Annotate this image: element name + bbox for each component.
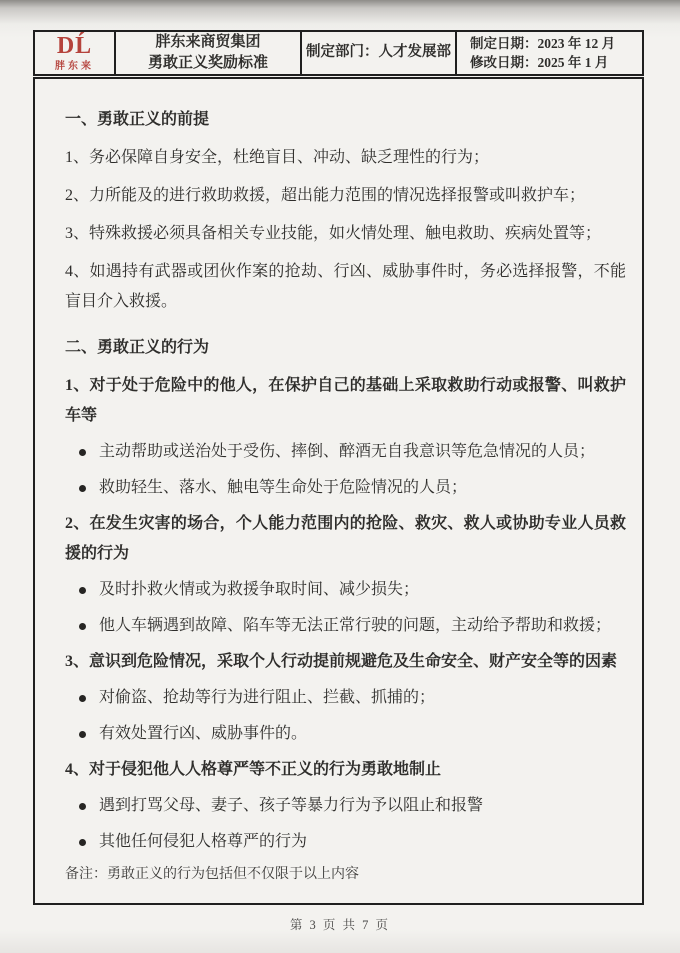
document-body <box>33 77 644 905</box>
doc-org: 胖东来商贸集团 <box>155 34 261 50</box>
logo-cell <box>35 32 114 74</box>
bullet-icon <box>79 449 86 456</box>
bullet-icon <box>79 695 86 702</box>
bullet-item <box>65 719 626 749</box>
bullet-icon <box>79 623 86 630</box>
clause-bold: 3、意识到危险情况，采取个人行动提前规避危及生命安全、财产安全等的因素 <box>65 653 618 670</box>
bullet-item <box>65 791 626 821</box>
clause: 1、务必保障自身安全，杜绝盲目、冲动、缺乏理性的行为； <box>65 149 490 166</box>
date-created: 制定日期：2023 年 12 月 <box>470 36 616 51</box>
clause-bold: 2、在发生灾害的场合，个人能力范围内的抢险、救灾、救人或协助专业人员救援的行为 <box>65 515 626 562</box>
remark-note: 备注：勇敢正义的行为包括但不仅限于以上内容 <box>65 867 359 882</box>
bullet-text: 其他任何侵犯人格尊严的行为 <box>99 833 308 850</box>
bullet-text: 有效处置行凶、威胁事件的。 <box>99 725 308 742</box>
bullet-text: 及时扑救火情或为救援争取时间、减少损失； <box>99 581 420 598</box>
date-modified: 修改日期：2025 年 1 月 <box>470 55 609 70</box>
brand-logo-icon: DĹ <box>56 33 93 60</box>
document-header-table <box>33 30 644 76</box>
brand-name: 胖东来 <box>55 61 94 73</box>
department-cell <box>300 32 455 74</box>
bullet-item <box>65 683 626 713</box>
clause-bold: 4、对于侵犯他人人格尊严等不正义的行为勇敢地制止 <box>65 761 442 778</box>
bullet-text: 主动帮助或送治处于受伤、摔倒、醉酒无自我意识等危急情况的人员； <box>99 443 596 460</box>
clause: 3、特殊救援必须具备相关专业技能，如火情处理、触电救助、疾病处置等； <box>65 225 602 242</box>
dates-cell <box>455 32 642 74</box>
bullet-text: 他人车辆遇到故障、陷车等无法正常行驶的问题，主动给予帮助和救援； <box>99 617 612 634</box>
clause: 2、力所能及的进行救助救援，超出能力范围的情况选择报警或叫救护车； <box>65 187 586 204</box>
clause: 4、如遇持有武器或团伙作案的抢劫、行凶、威胁事件时，务必选择报警，不能盲目介入救援。 <box>65 263 626 310</box>
bullet-icon <box>79 731 86 738</box>
clause-bold: 1、对于处于危险中的他人，在保护自己的基础上采取救助行动或报警、叫救护车等 <box>65 377 626 424</box>
bullet-item <box>65 611 626 641</box>
bullet-item <box>65 575 626 605</box>
bullet-icon <box>79 485 86 492</box>
bullet-text: 遇到打骂父母、妻子、孩子等暴力行为予以阻止和报警 <box>99 797 484 814</box>
section-heading: 二、勇敢正义的行为 <box>65 339 210 356</box>
department-label: 制定部门：人才发展部 <box>306 44 451 61</box>
bullet-icon <box>79 839 86 846</box>
bullet-item <box>65 437 626 467</box>
doc-title-cell <box>114 32 300 74</box>
bullet-icon <box>79 587 86 594</box>
section-heading: 一、勇敢正义的前提 <box>65 111 210 128</box>
bullet-item <box>65 473 626 503</box>
doc-title: 勇敢正义奖励标准 <box>147 55 268 71</box>
bullet-text: 对偷盗、抢劫等行为进行阻止、拦截、抓捕的； <box>99 689 436 706</box>
bullet-icon <box>79 803 86 810</box>
bullet-item <box>65 827 626 857</box>
bullet-text: 救助轻生、落水、触电等生命处于危险情况的人员； <box>99 479 468 496</box>
page-number: 第 3 页 共 7 页 <box>289 918 391 932</box>
